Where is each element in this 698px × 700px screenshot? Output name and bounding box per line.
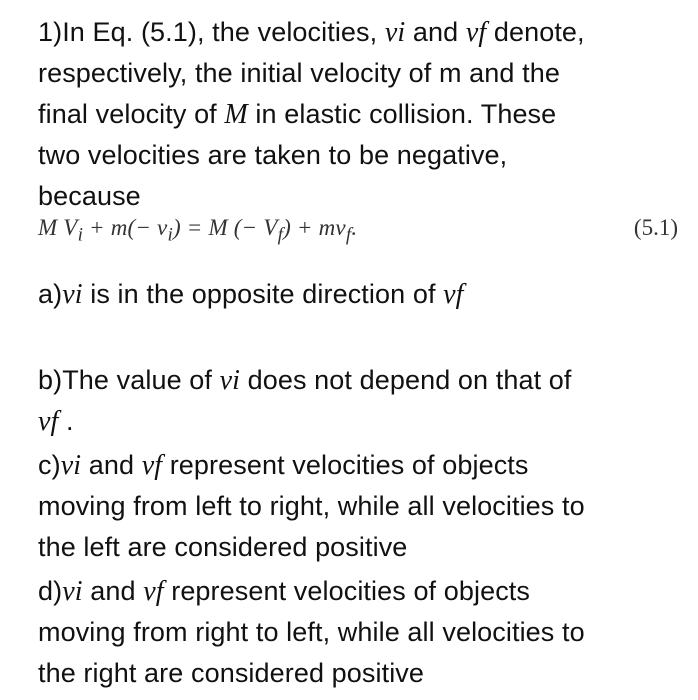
question-text: two velocities are taken to be negative, bbox=[38, 140, 508, 170]
variable-vi: vi bbox=[62, 279, 83, 310]
equation-5-1 bbox=[38, 212, 678, 246]
variable-M: M bbox=[224, 99, 248, 130]
variable-vi: vi bbox=[219, 365, 241, 396]
option-c-text: moving from left to right, while all velocities to bbox=[38, 491, 585, 521]
variable-vf: vf bbox=[38, 406, 59, 437]
question-line-4 bbox=[38, 135, 507, 176]
option-a[interactable] bbox=[38, 274, 464, 315]
question-text: 1)In Eq. (5.1), the velocities, bbox=[38, 17, 385, 47]
option-b-text: b)The value of bbox=[38, 365, 220, 395]
question-line-3 bbox=[38, 94, 556, 135]
option-c-text: and bbox=[81, 450, 142, 480]
option-a-text: is in the opposite direction of bbox=[82, 279, 444, 309]
variable-vf: vf bbox=[465, 17, 487, 48]
option-d-line-3 bbox=[38, 653, 424, 694]
option-c[interactable] bbox=[38, 445, 529, 486]
question-text: in elastic collision. These bbox=[247, 99, 557, 129]
question-line-2 bbox=[38, 53, 560, 94]
variable-vf: vf bbox=[143, 576, 164, 607]
option-c-line-2 bbox=[38, 486, 585, 527]
question-text: denote, bbox=[486, 17, 585, 47]
question-line-5 bbox=[38, 176, 141, 217]
option-c-text: c) bbox=[38, 450, 61, 480]
equation-formula: M $V_i + m(- v_i) = M$ (− $V_f) + mv_f$. bbox=[38, 215, 358, 246]
question-text: final velocity of bbox=[38, 99, 225, 129]
equation-number: (5.1) bbox=[633, 215, 678, 240]
question-text: and bbox=[405, 17, 466, 47]
option-d-line-2 bbox=[38, 612, 585, 653]
question-text: because bbox=[38, 181, 141, 211]
option-d-text: moving from right to left, while all velocities to bbox=[38, 617, 585, 647]
option-b-text: does not depend on that of bbox=[240, 365, 572, 395]
question-line-1 bbox=[38, 12, 585, 53]
variable-vi: vi bbox=[384, 17, 406, 48]
option-d-text: represent velocities of objects bbox=[163, 576, 531, 606]
variable-vf: vf bbox=[443, 279, 464, 310]
option-b[interactable] bbox=[38, 360, 572, 401]
option-d-text: the right are considered positive bbox=[38, 658, 425, 688]
option-a-text: a) bbox=[38, 279, 63, 309]
option-d-text: and bbox=[82, 576, 144, 606]
option-c-text: the left are considered positive bbox=[38, 532, 408, 562]
option-b-text: . bbox=[58, 406, 74, 436]
option-c-line-3 bbox=[38, 527, 407, 568]
option-b-line-2 bbox=[38, 401, 74, 442]
option-c-text: represent velocities of objects bbox=[162, 450, 529, 480]
variable-vf: vf bbox=[141, 450, 163, 481]
option-d-text: d) bbox=[38, 576, 63, 606]
variable-vi: vi bbox=[62, 576, 83, 607]
variable-vi: vi bbox=[60, 450, 82, 481]
question-text: respectively, the initial velocity of m and the bbox=[38, 58, 560, 88]
option-d[interactable] bbox=[38, 571, 530, 612]
